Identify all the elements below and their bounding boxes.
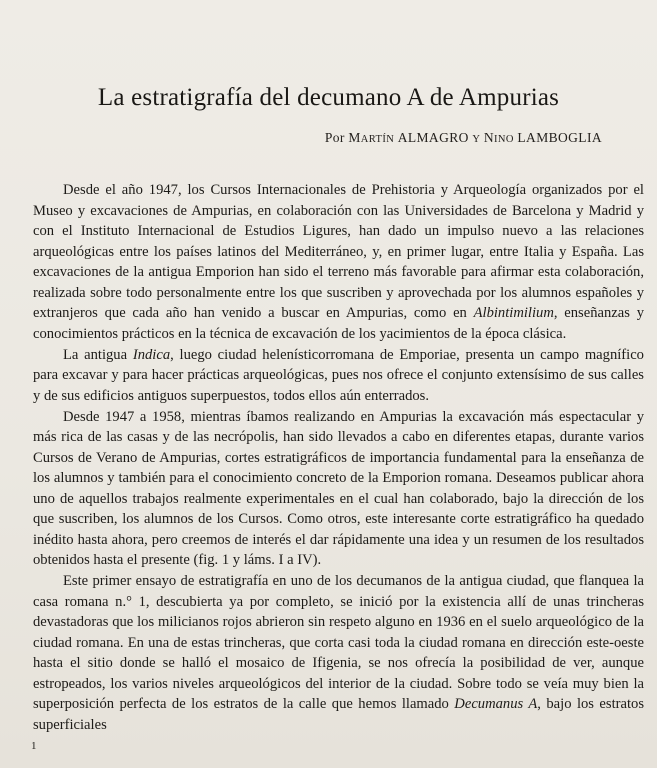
italic-term: Decumanus A: [454, 696, 538, 712]
paragraph: [33, 407, 644, 571]
paragraph: [33, 571, 644, 735]
article-byline: [325, 130, 602, 146]
italic-term: Albintimilium: [473, 305, 554, 321]
text-run: Desde el año 1947, los Cursos Internacionales de Prehistoria y Arqueología organizados por el Museo y excavaciones de Ampurias, en colaboración con las Universidades de Barcelona y Madrid y con el Instituto Internacional de Estudios Ligures, han dado un impulso nuevo a las relaciones arqueológicas entre los países latinos del Mediterráneo, y, en primer lugar, entre Italia y España. Las excavaciones de la antigua Emporion han sido el terreno más favorable para afirmar esta colaboración, realizada sobre todo personalmente entre los que suscriben y aprovechada por los alumnos españoles y extranjeros que cada año han venido a buscar en Ampurias, como en: [33, 182, 644, 321]
paragraph: [33, 345, 644, 407]
text-run: La antigua: [63, 346, 133, 363]
page-number: 1: [31, 740, 37, 752]
paragraph: [33, 180, 644, 344]
text-run: , bajo los estratos superficiales: [33, 696, 644, 733]
article-title: La estratigrafía del decumano A de Ampurias: [97, 84, 560, 111]
byline-conjunction: Y: [472, 134, 481, 145]
author-2: NINO LAMBOGLIA: [483, 130, 602, 145]
text-run: Desde 1947 a 1958, mientras íbamos realizando en Ampurias la excavación más espectacular y más rica de las casas y de las necrópolis, han sido llevados a cabo en diferentes etapas, durante varios Cursos de Verano de Ampurias, cortes estratigráficos de importancia fundamental para la enseñanza de los alumnos y también para el conocimiento concreto de la Emporion romana. Deseamos publicar ahora uno de aquellos trabajos realmente experimentales en el cual han colaborado, bajo la dirección de los que suscriben, los alumnos de los Cursos. Como otros, este interesante corte estratigráfico ha quedado inédito hasta ahora, pero creemos de interés el dar rápidamente una idea y un resumen de los resultados obtenidos hasta el presente (fig. 1 y láms. I a IV).: [33, 408, 644, 568]
text-run: Este primer ensayo de estratigrafía en uno de los decumanos de la antigua ciudad, que flanquea la casa romana n.° 1, descubierta ya por completo, se inició por la existencia allí de unas trincheras devastadoras que los milicianos rojos abrieron sin respeto alguno en 1936 en el suelo arqueológico de la ciudad romana. En una de estas trincheras, que corta casi toda la ciudad romana en dirección este-oeste hasta el sitio donde se halló el mosaico de Ifigenia, se nos ofrecía la posibilidad de ver, aunque estropeados, los varios niveles arqueológicos del interior de la ciudad. Sobre todo se veía muy bien la superposición perfecta de los estratos de la calle que hemos llamado: [33, 573, 644, 712]
italic-term: Indica: [132, 346, 171, 363]
text-run: , luego ciudad helenísticorromana de Emporiae, presenta un campo magnífico para excavar y para hacer prácticas arqueológicas, pues nos ofrece el conjunto extensísimo de sus calles y de sus edificios antiguos superpuestos, todos ellos aún enterrados.: [33, 346, 644, 404]
article-body: [33, 180, 644, 735]
author-1: MARTÍN ALMAGRO: [348, 130, 469, 145]
text-run: , enseñanzas y conocimientos prácticos en la técnica de excavación de los yacimientos de la época clásica.: [33, 305, 644, 342]
byline-prefix: Por: [324, 130, 345, 145]
